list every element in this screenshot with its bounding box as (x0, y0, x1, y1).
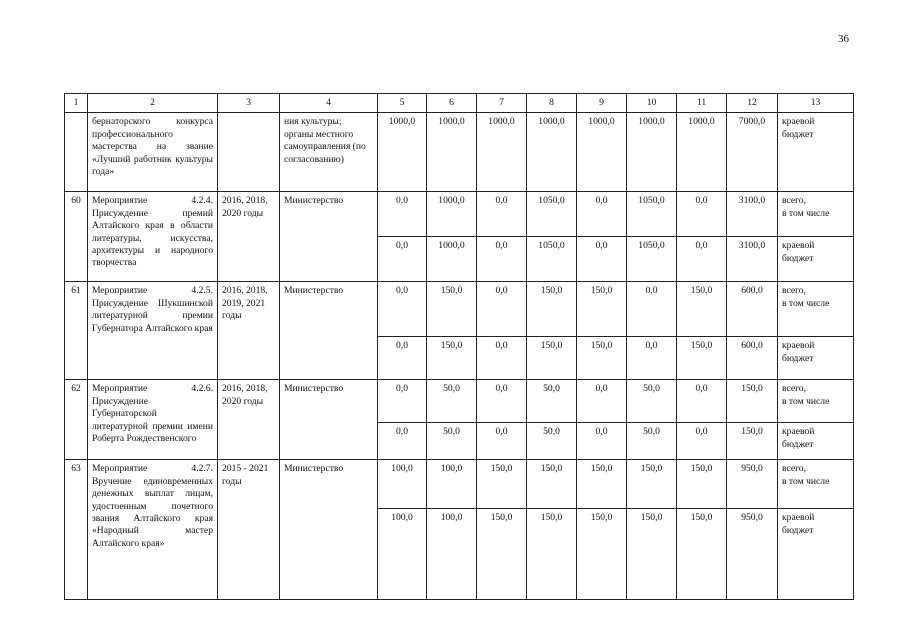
header-cell: 11 (677, 94, 727, 113)
header-cell: 10 (627, 94, 677, 113)
amount-cell: 600,0 (727, 282, 778, 337)
amount-cell: 0,0 (577, 192, 627, 237)
header-cell: 7 (477, 94, 527, 113)
funding-source: краевой бюджет (778, 113, 854, 192)
measure-executor: ния культуры; органы местного самоуправления (по согласованию) (280, 113, 378, 192)
amount-cell: 1050,0 (627, 192, 677, 237)
amount-cell: 150,0 (477, 460, 527, 509)
amount-cell: 3100,0 (727, 192, 778, 237)
measure-executor: Министерство (280, 460, 378, 600)
amount-cell: 0,0 (577, 237, 627, 282)
amount-cell: 7000,0 (727, 113, 778, 192)
amount-cell: 0,0 (477, 337, 527, 380)
amount-cell: 150,0 (527, 460, 577, 509)
table-row (65, 380, 854, 423)
amount-cell: 150,0 (577, 282, 627, 337)
header-cell: 9 (577, 94, 627, 113)
amount-cell: 150,0 (527, 337, 577, 380)
header-cell: 6 (427, 94, 477, 113)
amount-cell: 150,0 (677, 337, 727, 380)
amount-cell: 1000,0 (677, 113, 727, 192)
amount-cell: 50,0 (427, 423, 477, 460)
amount-cell: 1000,0 (527, 113, 577, 192)
amount-cell: 950,0 (727, 460, 778, 509)
amount-cell: 0,0 (577, 423, 627, 460)
amount-cell: 1000,0 (378, 113, 427, 192)
measure-description: Мероприятие 4.2.4. Присуждение премий Алтайского края в области литературы, искусства, архитектуры и народного творчества (88, 192, 218, 282)
amount-cell: 0,0 (378, 282, 427, 337)
amount-cell: 50,0 (627, 380, 677, 423)
amount-cell: 0,0 (677, 192, 727, 237)
amount-cell: 3100,0 (727, 237, 778, 282)
amount-cell: 1000,0 (427, 192, 477, 237)
measure-years (218, 113, 280, 192)
amount-cell: 150,0 (577, 337, 627, 380)
measure-years: 2016, 2018, 2019, 2021 годы (218, 282, 280, 380)
header-cell: 12 (727, 94, 778, 113)
amount-cell: 150,0 (727, 380, 778, 423)
amount-cell: 0,0 (378, 337, 427, 380)
amount-cell: 0,0 (378, 237, 427, 282)
table-row (65, 282, 854, 337)
amount-cell: 150,0 (477, 509, 527, 600)
measure-years: 2016, 2018, 2020 годы (218, 192, 280, 282)
amount-cell: 0,0 (577, 380, 627, 423)
amount-cell: 150,0 (677, 509, 727, 600)
amount-cell: 1000,0 (577, 113, 627, 192)
amount-cell: 0,0 (627, 282, 677, 337)
amount-cell: 600,0 (727, 337, 778, 380)
amount-cell: 0,0 (477, 192, 527, 237)
measure-executor: Министерство (280, 380, 378, 460)
amount-cell: 1000,0 (477, 113, 527, 192)
measure-number: 60 (65, 192, 88, 282)
amount-cell: 1000,0 (627, 113, 677, 192)
amount-cell: 1050,0 (527, 237, 577, 282)
amount-cell: 1050,0 (627, 237, 677, 282)
amount-cell: 0,0 (677, 380, 727, 423)
amount-cell: 0,0 (477, 237, 527, 282)
amount-cell: 150,0 (677, 282, 727, 337)
amount-cell: 0,0 (378, 192, 427, 237)
measure-executor: Министерство (280, 192, 378, 282)
budget-table (64, 93, 854, 600)
amount-cell: 50,0 (527, 423, 577, 460)
amount-cell: 150,0 (527, 509, 577, 600)
measure-number: 61 (65, 282, 88, 380)
amount-cell: 150,0 (427, 337, 477, 380)
header-cell: 13 (778, 94, 854, 113)
measure-number: 63 (65, 460, 88, 600)
measure-description: бернаторского конкурса профессионального мастерства на звание «Лучший работник культуры года» (88, 113, 218, 192)
table-body (65, 94, 854, 600)
amount-cell: 1050,0 (527, 192, 577, 237)
page-number: 36 (838, 33, 849, 45)
amount-cell: 1000,0 (427, 113, 477, 192)
amount-cell: 950,0 (727, 509, 778, 600)
amount-cell: 0,0 (378, 380, 427, 423)
header-cell: 1 (65, 94, 88, 113)
measure-description: Мероприятие 4.2.7. Вручение единовременных денежных выплат лицам, удостоенным почетного звания Алтайского края «Народный мастер Алтайского края» (88, 460, 218, 600)
header-cell: 8 (527, 94, 577, 113)
amount-cell: 150,0 (527, 282, 577, 337)
amount-cell: 150,0 (577, 460, 627, 509)
amount-cell: 50,0 (427, 380, 477, 423)
funding-source: краевой бюджет (778, 237, 854, 282)
amount-cell: 0,0 (627, 337, 677, 380)
table-row (65, 192, 854, 237)
table-row (65, 460, 854, 509)
amount-cell: 150,0 (627, 460, 677, 509)
measure-description: Мероприятие 4.2.5. Присуждение Шукшинской литературной премии Губернатора Алтайского края (88, 282, 218, 380)
measure-executor: Министерство (280, 282, 378, 380)
amount-cell: 0,0 (477, 423, 527, 460)
amount-cell: 0,0 (477, 282, 527, 337)
amount-cell: 150,0 (577, 509, 627, 600)
funding-source: всего, в том числе (778, 282, 854, 337)
funding-source: краевой бюджет (778, 509, 854, 600)
header-cell: 5 (378, 94, 427, 113)
amount-cell: 100,0 (378, 460, 427, 509)
amount-cell: 0,0 (677, 423, 727, 460)
measure-years: 2016, 2018, 2020 годы (218, 380, 280, 460)
amount-cell: 100,0 (427, 460, 477, 509)
amount-cell: 1000,0 (427, 237, 477, 282)
measure-description: Мероприятие 4.2.6. Присуждение Губернаторской литературной премии имени Роберта Рождественского (88, 380, 218, 460)
measure-number: 62 (65, 380, 88, 460)
measure-number (65, 113, 88, 192)
amount-cell: 100,0 (378, 509, 427, 600)
amount-cell: 150,0 (677, 460, 727, 509)
table-row (65, 113, 854, 192)
header-cell: 4 (280, 94, 378, 113)
measure-years: 2015 - 2021 годы (218, 460, 280, 600)
funding-source: краевой бюджет (778, 337, 854, 380)
amount-cell: 150,0 (627, 509, 677, 600)
amount-cell: 150,0 (727, 423, 778, 460)
amount-cell: 150,0 (427, 282, 477, 337)
funding-source: всего, в том числе (778, 380, 854, 423)
header-cell: 2 (88, 94, 218, 113)
amount-cell: 100,0 (427, 509, 477, 600)
header-row (65, 94, 854, 113)
header-cell: 3 (218, 94, 280, 113)
amount-cell: 0,0 (378, 423, 427, 460)
amount-cell: 50,0 (627, 423, 677, 460)
amount-cell: 0,0 (677, 237, 727, 282)
funding-source: всего, в том числе (778, 192, 854, 237)
funding-source: краевой бюджет (778, 423, 854, 460)
amount-cell: 0,0 (477, 380, 527, 423)
amount-cell: 50,0 (527, 380, 577, 423)
funding-source: всего, в том числе (778, 460, 854, 509)
